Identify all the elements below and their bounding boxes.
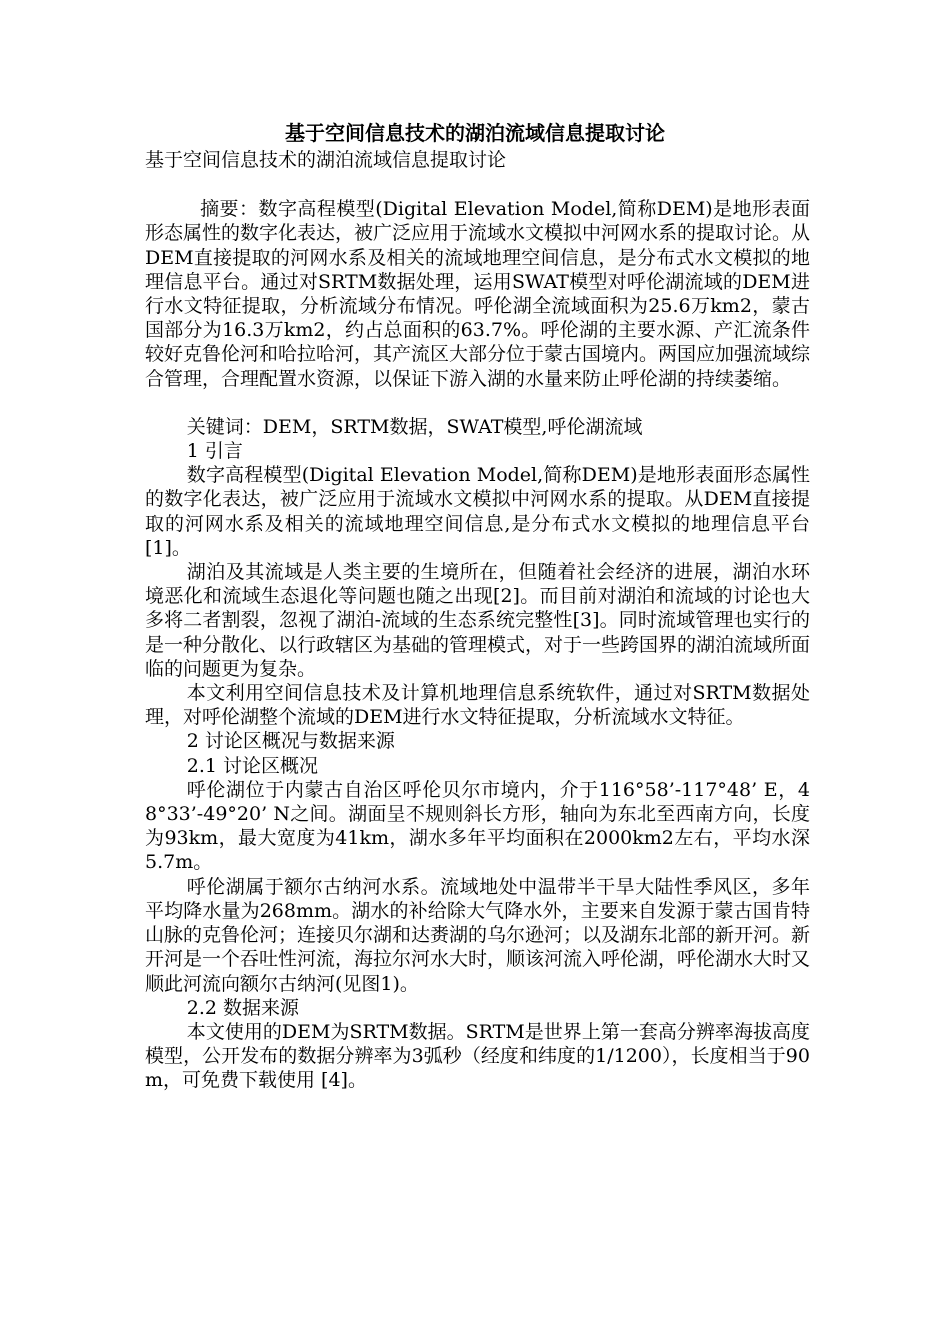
document-title: 基于空间信息技术的湖泊流域信息提取讨论 [285, 121, 665, 145]
section-heading-introduction: 1 引言 [186, 440, 243, 463]
body-paragraph: 本文使用的DEM为SRTM数据。SRTM是世界上第一套高分辨率海拔高度模型，公开发布的数据分辨率为3弧秒（经度和纬度的1/1200），长度相当于90m，可免费下载使用 [4]。 [145, 1020, 810, 1092]
body-paragraph: 湖泊及其流域是人类主要的生境所在，但随着社会经济的进展，湖泊水环境恶化和流域生态退化等问题也随之出现[2]。而目前对湖泊和流域的讨论也大多将二者割裂，忽视了湖泊-流域的生态系统完整性[3]。同时流域管理也实行的是一种分散化、以行政辖区为基础的管理模式，对于一些跨国界的湖泊流域所面临的问题更为复杂。 [145, 561, 811, 680]
section-heading-study-area-data: 2 讨论区概况与数据来源 [186, 730, 395, 753]
abstract-paragraph: 摘要：数字高程模型(Digital Elevation Model,简称DEM)是地形表面形态属性的数字化表达，被广泛应用于流域水文模拟中河网水系的提取讨论。从DEM直接提取的河网水系及相关的流域地理空间信息，是分布式水文模拟的地理信息平台。通过对SRTM数据处理，运用SWAT模型对呼伦湖流域的DEM进行水文特征提取，分析流域分布情况。呼伦湖全流域面积为25.6万km2，蒙古国部分为16.3万km2，约占总面积的63.7%。呼伦湖的主要水源、产汇流条件较好克鲁伦河和哈拉哈河，其产流区大部分位于蒙古国境内。两国应加强流域综合管理，合理配置水资源，以保证下游入湖的水量来防止呼伦湖的持续萎缩。 [145, 198, 811, 390]
document-subtitle: 基于空间信息技术的湖泊流域信息提取讨论 [145, 149, 507, 171]
keywords-line: 关键词：DEM，SRTM数据，SWAT模型,呼伦湖流域 [186, 415, 643, 438]
subsection-heading-data-source: 2.2 数据来源 [186, 996, 300, 1019]
subsection-heading-study-area: 2.1 讨论区概况 [186, 754, 319, 777]
body-paragraph: 本文利用空间信息技术及计算机地理信息系统软件，通过对SRTM数据处理，对呼伦湖整个流域的DEM进行水文特征提取，分析流域水文特征。 [145, 682, 810, 729]
document-body [145, 148, 810, 1093]
body-paragraph: 呼伦湖位于内蒙古自治区呼伦贝尔市境内，介于116°58’-117°48’ E，48°33’-49°20’ N之间。湖面呈不规则斜长方形，轴向为东北至西南方向，长度为93km，最大宽度为41km，湖水多年平均面积在2000km2左右，平均水深5.7m。 [145, 778, 810, 874]
body-paragraph: 呼伦湖属于额尔古纳河水系。流域地处中温带半干旱大陆性季风区，多年平均降水量为268mm。湖水的补给除大气降水外，主要来自发源于蒙古国肯特山脉的克鲁伦河；连接贝尔湖和达赉湖的乌尔逊河；以及湖东北部的新开河。新开河是一个吞吐性河流，海拉尔河水大时，顺该河流入呼伦湖，呼伦湖水大时又顺此河流向额尔古纳河(见图1)。 [145, 875, 811, 995]
body-paragraph: 数字高程模型(Digital Elevation Model,简称DEM)是地形表面形态属性的数字化表达，被广泛应用于流域水文模拟中河网水系的提取。从DEM直接提取的河网水系及相关的流域地理空间信息,是分布式水文模拟的地理信息平台[1]。 [145, 464, 810, 559]
